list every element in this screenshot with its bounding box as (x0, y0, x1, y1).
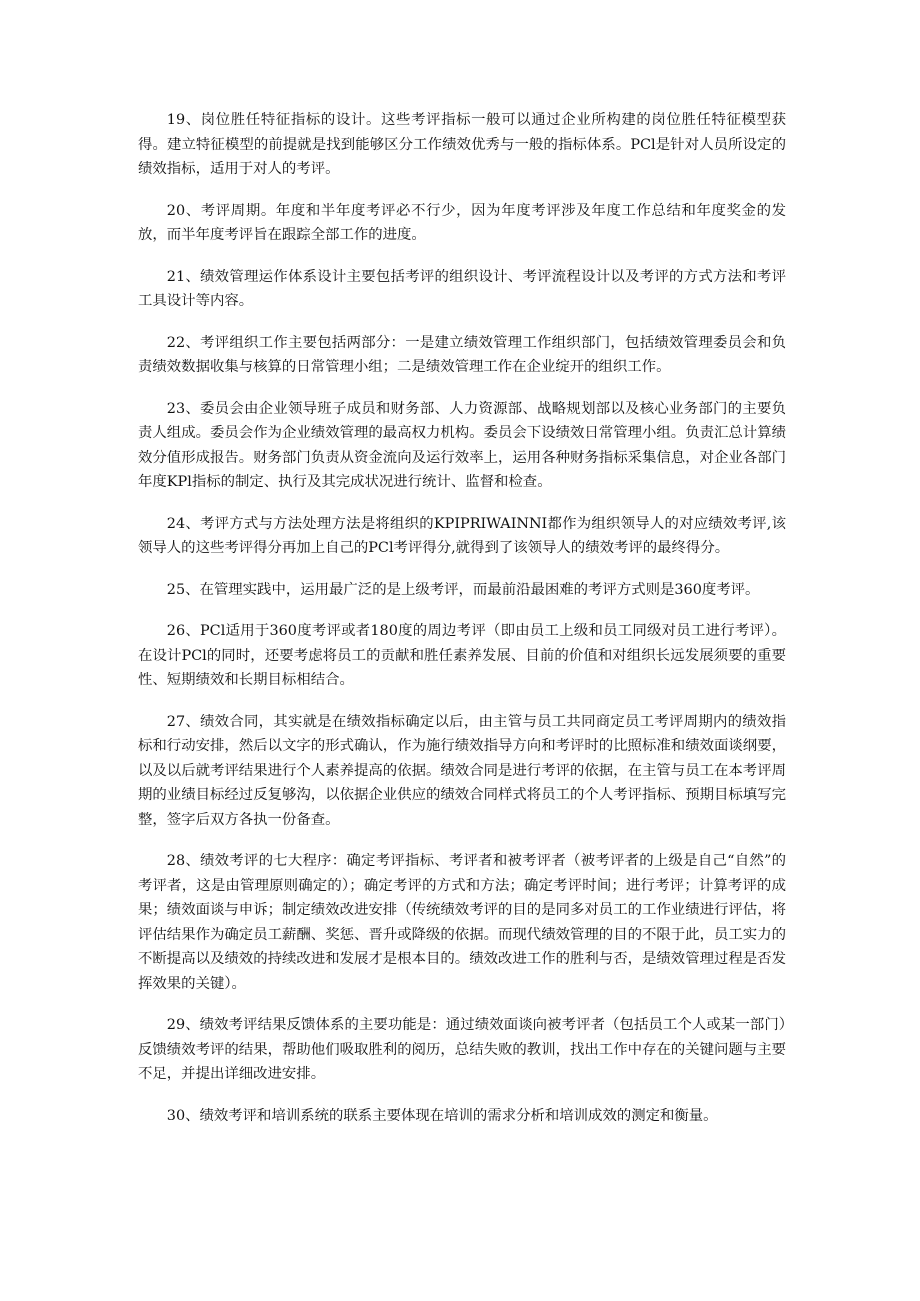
paragraph-25: 25、在管理实践中，运用最广泛的是上级考评，而最前沿最困难的考评方式则是360度考评。 (166, 581, 760, 598)
paragraph-30: 30、绩效考评和培训系统的联系主要体现在培训的需求分析和培训成效的测定和衡量。 (166, 1107, 718, 1124)
paragraph-23: 23、委员会由企业领导班子成员和财务部、人力资源部、战略规划部以及核心业务部门的主要负责人组成。委员会作为企业绩效管理的最高权力机构。委员会下设绩效日常管理小组。负责汇总计算绩效分值形成报告。财务部门负责从资金流向及运行效率上，运用各种财务指标采集信息，对企业各部门年度KPl指标的制定、执行及其完成状况进行统计、监督和检查。 (138, 400, 786, 490)
paragraph-26: 26、PCl适用于360度考评或者180度的周边考评（即由员工上级和员工同级对员工进行考评）。在设计PCl的同时，还要考虑将员工的贡献和胜任素养发展、目前的价值和对组织长远发展须要的重要性、短期绩效和长期目标相结合。 (138, 623, 786, 688)
paragraph-21: 21、绩效管理运作体系设计主要包括考评的组织设计、考评流程设计以及考评的方式方法和考评工具设计等内容。 (138, 268, 786, 309)
document-body (138, 108, 786, 1145)
paragraph-27: 27、绩效合同，其实就是在绩效指标确定以后，由主管与员工共同商定员工考评周期内的绩效指标和行动安排，然后以文字的形式确认，作为施行绩效指导方向和考评时的比照标准和绩效面谈纲要，以及以后就考评结果进行个人素养提高的依据。绩效合同是进行考评的依据，在主管与员工在本考评周期的业绩目标经过反复够沟，以依据企业供应的绩效合同样式将员工的个人考评指标、预期目标填写完整，签字后双方各执一份备查。 (138, 713, 786, 828)
paragraph-24: 24、考评方式与方法处理方法是将组织的KPIPRIWAINNI都作为组织领导人的对应绩效考评,该领导人的这些考评得分再加上自己的PCl考评得分,就得到了该领导人的绩效考评的最终得分。 (138, 515, 786, 556)
paragraph-19: 19、岗位胜任特征指标的设计。这些考评指标一般可以通过企业所构建的岗位胜任特征模型获得。建立特征模型的前提就是找到能够区分工作绩效优秀与一般的指标体系。PCl是针对人员所设定的绩效指标，适用于对人的考评。 (138, 112, 786, 177)
paragraph-29: 29、绩效考评结果反馈体系的主要功能是：通过绩效面谈向被考评者（包括员工个人或某一部门）反馈绩效考评的结果，帮助他们吸取胜利的阅历，总结失败的教训，找出工作中存在的关键问题与主要不足，并提出详细改进安排。 (138, 1017, 786, 1082)
paragraph-20: 20、考评周期。年度和半年度考评必不行少，因为年度考评涉及年度工作总结和年度奖金的发放，而半年度考评旨在跟踪全部工作的进度。 (138, 202, 786, 243)
paragraph-28: 28、绩效考评的七大程序：确定考评指标、考评者和被考评者（被考评者的上级是自己“自然”的考评者，这是由管理原则确定的）；确定考评的方式和方法；确定考评时间；进行考评；计算考评的成果；绩效面谈与申诉；制定绩效改进安排（传统绩效考评的目的是同多对员工的工作业绩进行评估，将评估结果作为确定员工薪酬、奖惩、晋升或降级的依据。而现代绩效管理的目的不限于此，员工实力的不断提高以及绩效的持续改进和发展才是根本目的。绩效改进工作的胜利与否，是绩效管理过程是否发挥效果的关键）。 (138, 853, 786, 992)
paragraph-22: 22、考评组织工作主要包括两部分：一是建立绩效管理工作组织部门，包括绩效管理委员会和负责绩效数据收集与核算的日常管理小组；二是绩效管理工作在企业绽开的组织工作。 (138, 334, 786, 375)
